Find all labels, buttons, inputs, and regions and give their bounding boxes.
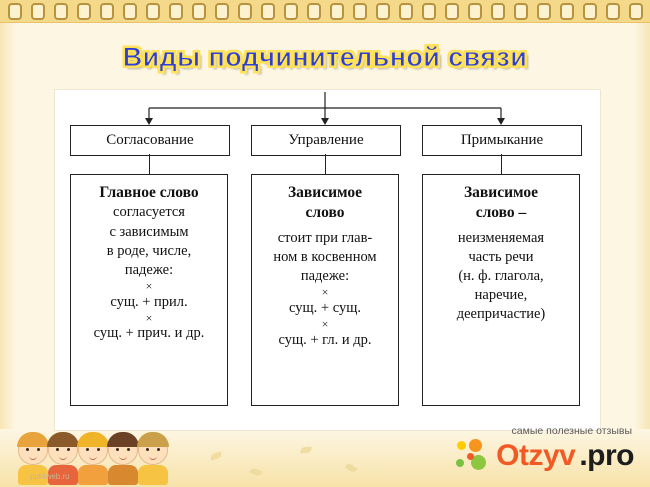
page-title: Виды подчинительной связи: [122, 42, 528, 72]
branch-body-line: часть речи: [468, 249, 534, 266]
branch-body-line: Зависимое: [287, 184, 363, 201]
kid-figure: [106, 435, 140, 485]
binding-ring-icon: [215, 3, 229, 20]
binding-ring-icon: [307, 3, 321, 20]
branch-header-label: Примыкание: [460, 132, 544, 148]
binding-ring-icon: [100, 3, 114, 20]
binding-ring-icon: [491, 3, 505, 20]
branch-body-line: сущ. + прил.: [110, 293, 188, 310]
binding-ring-icon: [330, 3, 344, 20]
binding-ring-icon: [238, 3, 252, 20]
branch-body-line: падеже:: [124, 261, 174, 278]
branch-body-line: ном в косвенном: [273, 249, 377, 266]
branch-header-label: Согласование: [106, 132, 194, 148]
connection-mark: ×: [145, 278, 153, 293]
branch-body-line: деепричастие): [456, 306, 546, 323]
binding-ring-icon: [77, 3, 91, 20]
binding-ring-icon: [284, 3, 298, 20]
binding-ring-icon: [422, 3, 436, 20]
binding-ring-icon: [606, 3, 620, 20]
connection-mark: ×: [145, 310, 153, 325]
branch-body-line: падеже:: [300, 268, 350, 285]
branch-body-line: сущ. + прич. и др.: [93, 325, 205, 342]
kid-head: [108, 435, 138, 465]
binding-ring-icon: [583, 3, 597, 20]
branch-body-line: с зависимым: [109, 223, 189, 240]
logo-name-secondary: .pro: [579, 439, 634, 472]
branch-body-line: слово –: [475, 204, 527, 222]
kid-figure: [76, 435, 110, 485]
source-watermark: ppt4web.ru: [30, 472, 70, 481]
binding-ring-icon: [169, 3, 183, 20]
kids-decoration: [16, 433, 191, 485]
diagram-panel: [55, 90, 600, 430]
kid-head: [138, 435, 168, 465]
branch-body-line: сущ. + гл. и др.: [278, 331, 372, 348]
binding-ring-icon: [445, 3, 459, 20]
connector-stem: [149, 154, 150, 174]
frame-left-edge: [0, 0, 16, 487]
branch-header-label: Управление: [288, 132, 364, 148]
branch-body-line: Зависимое: [463, 184, 539, 201]
branch-body-line: согласуется: [113, 204, 185, 221]
binding-ring-icon: [376, 3, 390, 20]
branch-body-line: неизменяемая: [457, 229, 545, 246]
branch-body-line: сущ. + сущ.: [289, 299, 361, 316]
kid-head: [18, 435, 48, 465]
logo-tagline: самые полезные отзывы: [511, 425, 632, 437]
binding-ring-icon: [192, 3, 206, 20]
branch-body-line: (н. ф. глагола,: [458, 268, 544, 285]
site-logo[interactable]: [384, 425, 634, 481]
kid-head: [78, 435, 108, 465]
binding-ring-icon: [629, 3, 643, 20]
binding-ring-icon: [8, 3, 22, 20]
binding-ring-icon: [399, 3, 413, 20]
dots-logo-icon: [456, 439, 492, 473]
branch-body-upravlenie: [251, 174, 399, 406]
branch-body-line: слово: [305, 204, 345, 222]
binding-ring-icon: [261, 3, 275, 20]
connector-stem: [501, 154, 502, 174]
binding-ring-icon: [560, 3, 574, 20]
binding-ring-icon: [514, 3, 528, 20]
connector-stem: [325, 154, 326, 174]
branch-body-line: Главное слово: [99, 184, 199, 201]
spiral-binding-rings: [0, 0, 650, 22]
branch-body-line: стоит при глав-: [277, 229, 373, 246]
branch-body-line: наречие,: [474, 287, 528, 304]
binding-ring-icon: [54, 3, 68, 20]
connection-mark: ×: [321, 317, 329, 331]
branch-header-soglasovanie[interactable]: [70, 125, 230, 156]
binding-ring-icon: [353, 3, 367, 20]
branch-body-line: в роде, числе,: [106, 242, 192, 259]
binding-ring-icon: [146, 3, 160, 20]
frame-right-edge: [634, 0, 650, 487]
binding-ring-icon: [468, 3, 482, 20]
connection-mark: ×: [321, 285, 329, 300]
logo-lockup[interactable]: [456, 439, 634, 473]
kid-figure: [136, 435, 170, 485]
branch-body-primykanie: [422, 174, 580, 406]
kid-head: [48, 435, 78, 465]
logo-name-primary: Otzyv: [496, 439, 576, 472]
binding-ring-icon: [123, 3, 137, 20]
branch-header-upravlenie[interactable]: [251, 125, 401, 156]
binding-ring-icon: [537, 3, 551, 20]
binding-ring-icon: [31, 3, 45, 20]
branch-header-primykanie[interactable]: [422, 125, 582, 156]
branch-body-soglasovanie: [70, 174, 228, 406]
